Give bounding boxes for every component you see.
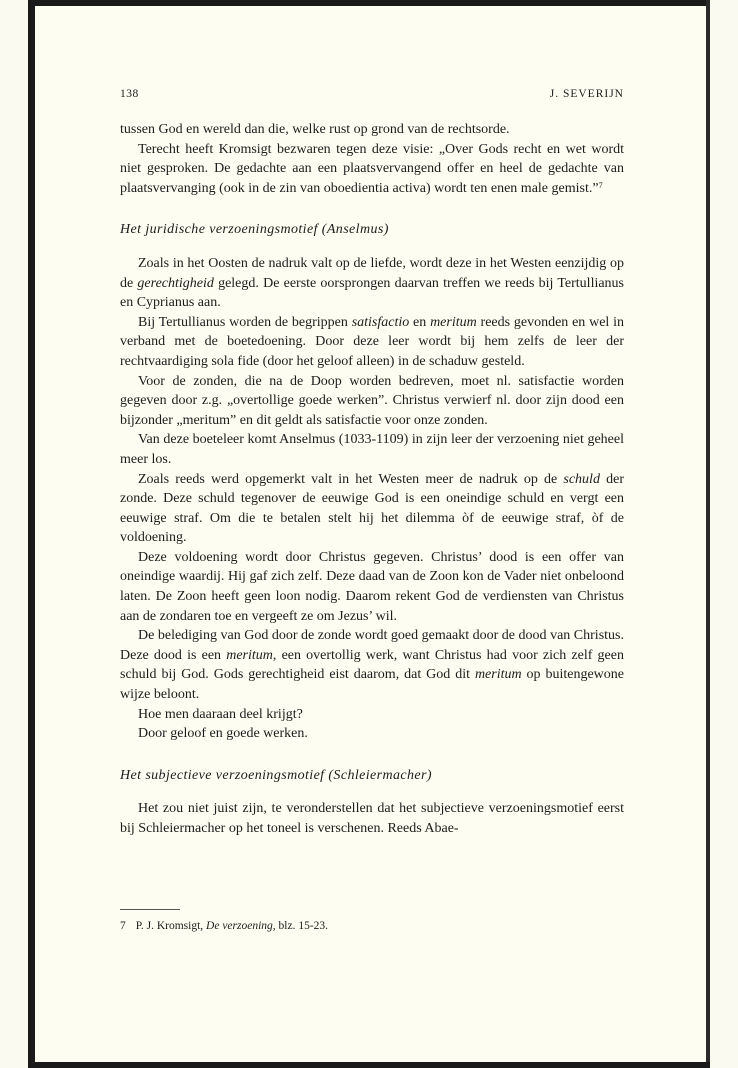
paragraph-text: Het zou niet juist zijn, te veronderstellen dat het subjectieve verzoeningsmotief eerst bij Schleiermacher op het toneel is verschenen. Reeds Abae- — [120, 801, 624, 836]
paragraph-text: op buitengewone wijze beloont. — [120, 667, 625, 703]
book-page — [35, 6, 706, 1062]
paragraph — [120, 705, 624, 725]
paragraph-text: Bij Tertullianus worden de begrippen — [138, 314, 352, 330]
paragraph-text: Deze voldoening wordt door Christus gegeven. Christus’ dood is een offer van oneindige waardij. Hij gaf zich zelf. Deze daad van de Zoon kon de Vader niet onbeloond laten. De Zoon heeft geen loon nodig. Daarom rekent God de verdiensten van Christus aan de zondaren toe en vergeeft ze om Jezus’ wil. — [120, 549, 624, 624]
paragraph-text: een overtollig werk, want Christus had voor zich zelf geen schuld bij God. Gods gerechtigheid eist daarom, dat God dit — [120, 647, 624, 683]
paragraph — [120, 140, 624, 199]
paragraph — [120, 254, 624, 313]
footnote — [120, 919, 624, 934]
footnote-ref: 7 — [598, 180, 603, 190]
body-text — [120, 120, 624, 839]
paragraph — [120, 120, 624, 140]
paragraph — [120, 724, 624, 744]
emphasis: satisfactio — [351, 314, 410, 330]
paragraph-text: Zoals reeds werd opgemerkt valt in het Westen meer de nadruk op de — [138, 471, 564, 487]
paragraph-text: Voor de zonden, die na de Doop worden bedreven, moet nl. satisfactie worden gegeven door z.g. „overtollige goede werken”. Christus verwierf nl. door zijn dood een bijzonder „meritum” en dit geldt als satisfactie voor onze zonden. — [120, 373, 624, 428]
paragraph-text: gelegd. De eerste oorsprongen daarvan treffen we reeds bij Tertullianus en Cyprianus aan. — [120, 275, 625, 311]
paragraph-text: der zonde. Deze schuld tegenover de eeuwige God is een oneindige schuld en vergt een eeuwige straf. Om die te betalen stelt hij het dilemma òf de eeuwige straf, òf de voldoening. — [120, 471, 624, 546]
section-heading-anselmus: Het juridische verzoeningsmotief (Anselmus) — [120, 222, 389, 238]
paragraph-text: reeds gevonden en wel in verband met de boetedoening. Door deze leer wordt bij hem zelfs de leer der rechtvaardiging sola fide (door het geloof alleen) in de schaduw gesteld. — [120, 314, 624, 369]
paragraph-text: tussen God en wereld dan die, welke rust op grond van de rechtsorde. — [120, 122, 510, 137]
footnote-text: P. J. Kromsigt, — [135, 920, 207, 932]
emphasis: meritum — [474, 667, 522, 683]
scan-edge-right — [706, 0, 710, 1068]
paragraph — [120, 430, 624, 469]
running-head-author: J. SEVERIJN — [549, 88, 624, 100]
paragraph-text: Hoe men daaraan deel krijgt? — [138, 706, 303, 722]
paragraph-text: en — [409, 314, 431, 330]
footnote-number: 7 — [120, 920, 126, 932]
paragraph — [120, 548, 624, 626]
page-number: 138 — [120, 88, 139, 100]
emphasis: meritum, — [226, 647, 277, 663]
emphasis: gerechtigheid — [137, 275, 214, 291]
emphasis: schuld — [563, 471, 600, 487]
footnote-text: blz. 15-23. — [275, 920, 329, 932]
paragraph — [120, 372, 624, 431]
paragraph — [120, 313, 624, 372]
paragraph-text: Van deze boeteleer komt Anselmus (1033-1109) in zijn leer der verzoening niet geheel meer los. — [120, 432, 624, 467]
running-head — [120, 88, 624, 104]
scan-edge-bottom — [28, 1062, 710, 1068]
paragraph — [120, 799, 624, 838]
paragraph — [120, 626, 624, 704]
emphasis: meritum — [430, 314, 477, 330]
paragraph-text: Zoals in het Oosten de nadruk valt op de liefde, wordt deze in het Westen eenzijdig op de — [120, 255, 624, 291]
section-heading-schleiermacher: Het subjectieve verzoeningsmotief (Schleiermacher) — [120, 767, 432, 783]
paragraph-text: De belediging van God door de zonde wordt goed gemaakt door de dood van Christus. Deze dood is een — [120, 628, 624, 663]
footnote-title: De verzoening, — [206, 920, 276, 932]
scan-edge-left — [28, 0, 35, 1068]
paragraph-text: Door geloof en goede werken. — [138, 726, 308, 742]
footnote-divider — [120, 909, 180, 910]
paragraph — [120, 470, 624, 548]
paragraph-text: Terecht heeft Kromsigt bezwaren tegen deze visie: „Over Gods recht en wet wordt niet gesproken. De gedachte aan een plaatsvervangend offer en heel de gedachte van plaatsvervanging (ook in de zin van oboedientia activa) wordt ten enen male gemist.” — [120, 141, 624, 196]
